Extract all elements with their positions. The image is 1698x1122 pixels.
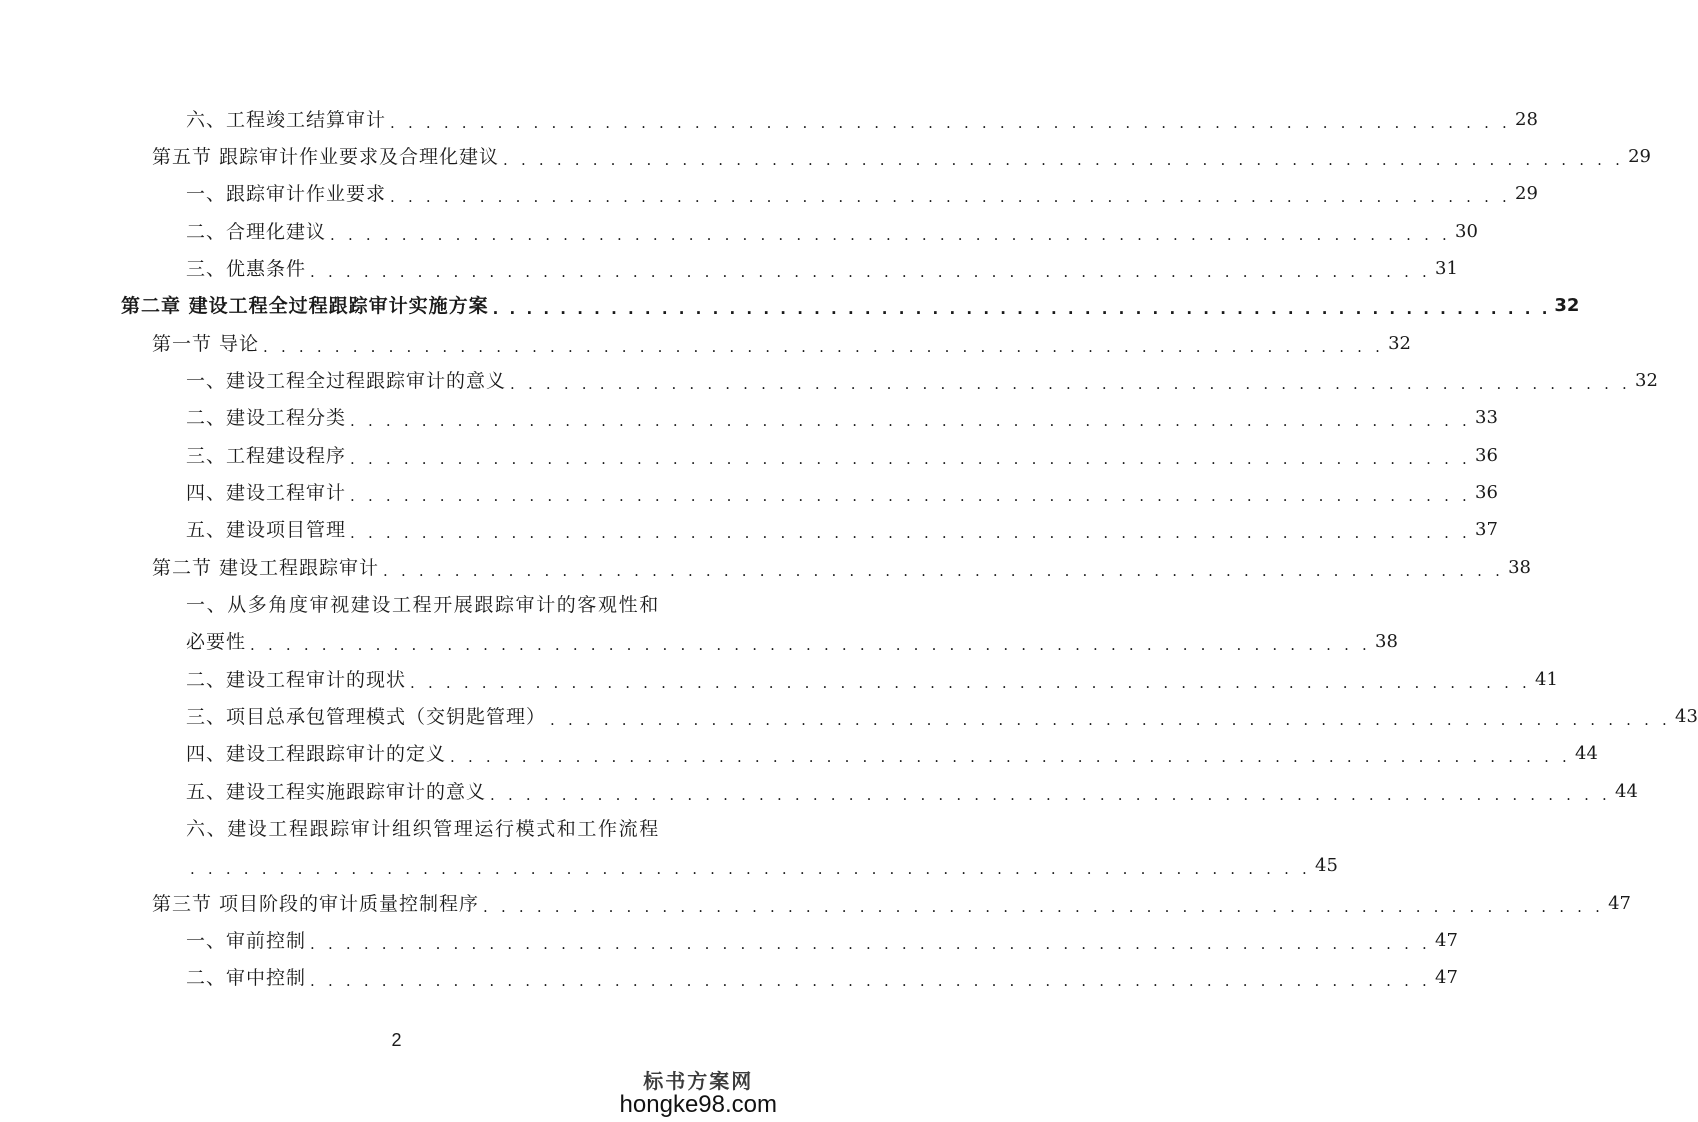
toc-item-entry[interactable] [186,218,1478,246]
toc-entry-label: 五、建设项目管理 [186,519,347,541]
toc-dot-leader: . . . . . . . . . . . . . . . . . . . . . . . . . . . . . . . . . . . . . . . . . . . . . . . . . . . . . . . . . . . . . . . [490,786,1612,804]
toc-dot-leader: . . . . . . . . . . . . . . . . . . . . . . . . . . . . . . . . . . . . . . . . . . . . . . . . . . . . . . . . . . . . . . . [310,263,1432,281]
toc-page-number: 33 [1475,407,1498,428]
toc-dot-leader: . . . . . . . . . . . . . . . . . . . . . . . . . . . . . . . . . . . . . . . . . . . . . . . . . . . . . . . . . . . . . . . [492,300,1551,318]
toc-entry-label: 第二章 建设工程全过程跟踪审计实施方案 [121,295,489,317]
toc-dot-leader: . . . . . . . . . . . . . . . . . . . . . . . . . . . . . . . . . . . . . . . . . . . . . . . . . . . . . . . . . . . . . . . [330,226,1452,244]
toc-dot-leader: . . . . . . . . . . . . . . . . . . . . . . . . . . . . . . . . . . . . . . . . . . . . . . . . . . . . . . . . . . . . . . . [350,487,1472,505]
toc-page-number: 36 [1475,482,1498,503]
toc-page-number: 43 [1675,706,1698,727]
toc-entry-label: 一、建设工程全过程跟踪审计的意义 [186,370,507,392]
toc-entry-label: 二、审中控制 [186,967,307,989]
toc-page-number: 41 [1535,669,1558,690]
toc-item-entry[interactable] [186,479,1498,507]
toc-entry-label: 三、优惠条件 [186,258,307,280]
toc-entry-label: 四、建设工程跟踪审计的定义 [186,743,447,765]
toc-item-entry[interactable] [186,516,1498,544]
toc-item-entry[interactable] [186,442,1498,470]
toc-page-number: 28 [1515,109,1538,130]
toc-dot-leader: . . . . . . . . . . . . . . . . . . . . . . . . . . . . . . . . . . . . . . . . . . . . . . . . . . . . . . . . . . . . . . . [310,972,1432,990]
toc-dot-leader: . . . . . . . . . . . . . . . . . . . . . . . . . . . . . . . . . . . . . . . . . . . . . . . . . . . . . . . . . . . . . . . [483,898,1605,916]
toc-dot-leader: . . . . . . . . . . . . . . . . . . . . . . . . . . . . . . . . . . . . . . . . . . . . . . . . . . . . . . . . . . . . . . . [390,188,1512,206]
toc-page-number: 45 [1315,855,1338,876]
toc-dot-leader: . . . . . . . . . . . . . . . . . . . . . . . . . . . . . . . . . . . . . . . . . . . . . . . . . . . . . . . . . . . . . . . [550,711,1672,729]
toc-entry-label: 一、从多角度审视建设工程开展跟踪审计的客观性和 [186,594,660,616]
toc-dot-leader: . . . . . . . . . . . . . . . . . . . . . . . . . . . . . . . . . . . . . . . . . . . . . . . . . . . . . . . . . . . . . . . [390,114,1512,132]
toc-entry-label: 六、工程竣工结算审计 [186,109,387,131]
toc-entry-label: 四、建设工程审计 [186,482,347,504]
toc-entry-label: 第五节 跟踪审计作业要求及合理化建议 [152,146,500,168]
toc-item-entry[interactable] [186,367,1658,395]
toc-page-number: 38 [1508,557,1531,578]
toc-page-number: 36 [1475,445,1498,466]
toc-item-entry[interactable] [186,703,1698,731]
toc-dot-leader: . . . . . . . . . . . . . . . . . . . . . . . . . . . . . . . . . . . . . . . . . . . . . . . . . . . . . . . . . . . . . . . [383,562,1505,580]
toc-entry-label: 必要性 [186,631,247,653]
toc-page-number: 47 [1435,967,1458,988]
toc-section-entry[interactable] [152,890,1631,918]
watermark-title: 标书方案网 [643,1069,754,1093]
toc-dot-leader: . . . . . . . . . . . . . . . . . . . . . . . . . . . . . . . . . . . . . . . . . . . . . . . . . . . . . . . . . . . . . . . [410,674,1532,692]
toc-entry-label: 第三节 项目阶段的审计质量控制程序 [152,893,480,915]
toc-page-number: 31 [1435,258,1458,279]
toc-item-entry[interactable] [186,740,1598,768]
toc-page-number: 29 [1515,183,1538,204]
toc-page-number: 47 [1608,893,1631,914]
toc-item-entry[interactable] [186,666,1558,694]
toc-page-number: 47 [1435,930,1458,951]
toc-dot-leader: . . . . . . . . . . . . . . . . . . . . . . . . . . . . . . . . . . . . . . . . . . . . . . . . . . . . . . . . . . . . . . . [310,935,1432,953]
toc-entry-label: 三、项目总承包管理模式（交钥匙管理） [186,706,547,728]
toc-page-number: 32 [1554,295,1580,316]
toc-entry-label: 六、建设工程跟踪审计组织管理运行模式和工作流程 [186,818,660,840]
toc-page-number: 38 [1375,631,1398,652]
watermark-logo [620,1070,777,1118]
toc-item-entry[interactable] [186,106,1538,134]
toc-entry-label: 二、建设工程分类 [186,407,347,429]
toc-entry-label: 第二节 建设工程跟踪审计 [152,557,380,579]
toc-section-entry[interactable] [152,143,1651,171]
toc-dot-leader: . . . . . . . . . . . . . . . . . . . . . . . . . . . . . . . . . . . . . . . . . . . . . . . . . . . . . . . . . . . . . . . [450,748,1572,766]
toc-page-number: 44 [1575,743,1598,764]
toc-entry-label: 三、工程建设程序 [186,445,347,467]
toc-item-entry[interactable] [186,180,1538,208]
toc-entry-label: 第一节 导论 [152,333,260,355]
toc-item-entry[interactable] [186,852,1338,880]
toc-item-entry[interactable] [186,778,1638,806]
toc-item-entry[interactable] [186,628,1398,656]
toc-page-number: 32 [1635,370,1658,391]
toc-dot-leader: . . . . . . . . . . . . . . . . . . . . . . . . . . . . . . . . . . . . . . . . . . . . . . . . . . . . . . . . . . . . . . . [190,860,1312,878]
toc-page-number: 44 [1615,781,1638,802]
toc-section-entry[interactable] [152,554,1531,582]
toc-entry-label: 一、审前控制 [186,930,307,952]
toc-entry-label: 五、建设工程实施跟踪审计的意义 [186,781,487,803]
toc-page-number: 30 [1455,221,1478,242]
page-number: 2 [391,1030,402,1050]
toc-page-number: 29 [1628,146,1651,167]
toc-entry-label: 二、建设工程审计的现状 [186,669,407,691]
watermark-url: hongke98.com [619,1091,777,1118]
toc-dot-leader: . . . . . . . . . . . . . . . . . . . . . . . . . . . . . . . . . . . . . . . . . . . . . . . . . . . . . . . . . . . . . . . [250,636,1372,654]
toc-entry-label: 二、合理化建议 [186,221,327,243]
toc-dot-leader: . . . . . . . . . . . . . . . . . . . . . . . . . . . . . . . . . . . . . . . . . . . . . . . . . . . . . . . . . . . . . . . [350,450,1472,468]
toc-item-entry[interactable] [186,255,1458,283]
toc-item-entry[interactable] [186,591,672,619]
toc-item-entry[interactable] [186,964,1458,992]
toc-dot-leader: . . . . . . . . . . . . . . . . . . . . . . . . . . . . . . . . . . . . . . . . . . . . . . . . . . . . . . . . . . . . . . . [503,151,1625,169]
toc-dot-leader: . . . . . . . . . . . . . . . . . . . . . . . . . . . . . . . . . . . . . . . . . . . . . . . . . . . . . . . . . . . . . . . [350,412,1472,430]
toc-dot-leader: . . . . . . . . . . . . . . . . . . . . . . . . . . . . . . . . . . . . . . . . . . . . . . . . . . . . . . . . . . . . . . . [350,524,1472,542]
toc-item-entry[interactable] [186,927,1458,955]
toc-page-number: 32 [1388,333,1411,354]
toc-item-entry[interactable] [186,404,1498,432]
toc-dot-leader: . . . . . . . . . . . . . . . . . . . . . . . . . . . . . . . . . . . . . . . . . . . . . . . . . . . . . . . . . . . . . . . [263,338,1385,356]
toc-section-entry[interactable] [152,330,1411,358]
toc-item-entry[interactable] [186,815,672,843]
toc-entry-label: 一、跟踪审计作业要求 [186,183,387,205]
toc-dot-leader: . . . . . . . . . . . . . . . . . . . . . . . . . . . . . . . . . . . . . . . . . . . . . . . . . . . . . . . . . . . . . . . [510,375,1632,393]
toc-chapter-entry[interactable] [121,292,1580,320]
toc-page-number: 37 [1475,519,1498,540]
